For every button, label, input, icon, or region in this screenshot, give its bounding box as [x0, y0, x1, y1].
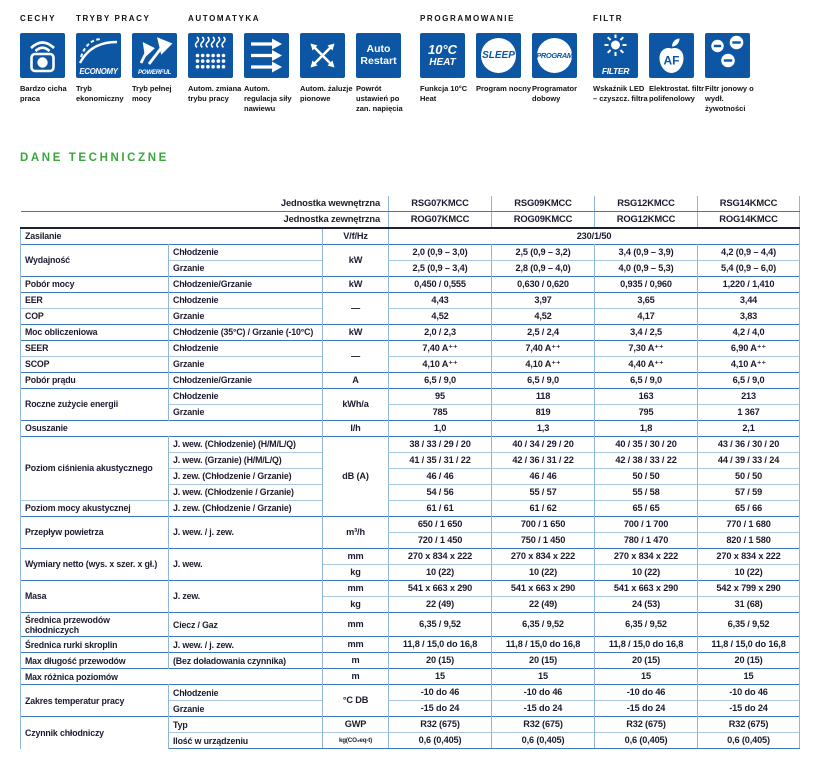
value-cell: 0,450 / 0,555: [389, 277, 492, 293]
table-header-row: [21, 196, 800, 212]
value-cell: 46 / 46: [492, 469, 595, 485]
table-row: [21, 637, 800, 653]
row-sublabel-cell: Chłodzenie: [169, 685, 323, 701]
unit-cell: mm: [323, 637, 389, 653]
value-cell: 720 / 1 450: [389, 533, 492, 549]
value-cell: 61 / 61: [389, 501, 492, 517]
row-label-cell: Moc obliczeniowa: [21, 325, 169, 341]
table-row: [21, 669, 800, 685]
feature-item: [76, 33, 124, 104]
row-label-cell: EER: [21, 293, 169, 309]
spec-table-wrap: [20, 196, 800, 749]
row-label-cell: Wydajność: [21, 245, 169, 277]
model-name: RSG12KMCC: [595, 196, 698, 212]
icon-caption: Filtr jonowy o wydł. żywotności: [705, 84, 754, 113]
feature-icon-bar: [0, 0, 818, 140]
model-name: RSG09KMCC: [492, 196, 595, 212]
auto-restart-icon: Auto Restart: [356, 33, 401, 78]
feature-item: [593, 33, 648, 113]
unit-cell: m: [323, 653, 389, 669]
unit-cell: kg: [323, 597, 389, 613]
row-label-cell: Roczne zużycie energii: [21, 389, 169, 421]
table-row: [21, 613, 800, 637]
icon-caption: Autom. regulacja siły nawiewu: [244, 84, 292, 113]
table-row: [21, 228, 800, 245]
value-cell: 4,2 (0,9 – 4,4): [698, 245, 800, 261]
icon-caption: Autom. zmiana trybu pracy: [188, 84, 242, 103]
value-cell: 213: [698, 389, 800, 405]
value-cell: 542 x 799 x 290: [698, 581, 800, 597]
value-cell: -10 do 46: [595, 685, 698, 701]
value-cell: 3,83: [698, 309, 800, 325]
value-cell: 6,5 / 9,0: [389, 373, 492, 389]
icon-caption: Program nocny: [476, 84, 532, 93]
value-cell: 0,6 (0,405): [492, 733, 595, 749]
section-title: DANE TECHNICZNE: [20, 152, 169, 164]
model-name: ROG07KMCC: [389, 212, 492, 229]
value-cell: 6,5 / 9,0: [595, 373, 698, 389]
value-cell: 11,8 / 15,0 do 16,8: [595, 637, 698, 653]
icon-caption: Tryb pełnej mocy: [132, 84, 172, 103]
table-row: [21, 581, 800, 597]
icon-category-label: PROGRAMOWANIE: [420, 14, 516, 23]
value-cell: 541 x 663 x 290: [492, 581, 595, 597]
row-label-cell: Poziom ciśnienia akustycznego: [21, 437, 169, 501]
row-label-cell: Przepływ powietrza: [21, 517, 169, 549]
value-cell: 41 / 35 / 31 / 22: [389, 453, 492, 469]
row-label-cell: Wymiary netto (wys. x szer. x gł.): [21, 549, 169, 581]
value-cell: 4,52: [492, 309, 595, 325]
table-row: [21, 293, 800, 309]
value-cell: 1,3: [492, 421, 595, 437]
model-name: ROG14KMCC: [698, 212, 800, 229]
value-cell: 118: [492, 389, 595, 405]
unit-cell: kW: [323, 325, 389, 341]
model-name: RSG14KMCC: [698, 196, 800, 212]
value-cell: 6,5 / 9,0: [698, 373, 800, 389]
unit-cell: mm: [323, 581, 389, 597]
value-cell: 4,10 A⁺⁺: [389, 357, 492, 373]
value-cell: 65 / 66: [698, 501, 800, 517]
value-cell: 4,10 A⁺⁺: [698, 357, 800, 373]
row-label-cell: Zasilanie: [21, 228, 323, 245]
value-cell: 2,8 (0,9 – 4,0): [492, 261, 595, 277]
table-row: [21, 421, 800, 437]
feature-item: [705, 33, 754, 113]
value-cell: 4,17: [595, 309, 698, 325]
value-cell: R32 (675): [698, 717, 800, 733]
row-sublabel-cell: Grzanie: [169, 405, 323, 421]
value-cell: 6,90 A⁺⁺: [698, 341, 800, 357]
icon-caption: Wskaźnik LED – czyszcz. filtra: [593, 84, 648, 103]
value-cell: 3,97: [492, 293, 595, 309]
icon-caption: Tryb ekonomiczny: [76, 84, 124, 103]
row-sublabel-cell: J. zew. (Chłodzenie / Grzanie): [169, 469, 323, 485]
ion-filter-icon: [705, 33, 750, 78]
value-cell: 15: [595, 669, 698, 685]
unit-cell: kW: [323, 245, 389, 277]
table-row: [21, 309, 800, 325]
unit-cell: —: [323, 293, 389, 325]
row-sublabel-cell: Chłodzenie/Grzanie: [169, 277, 323, 293]
unit-cell: V/f/Hz: [323, 228, 389, 245]
unit-cell: m³/h: [323, 517, 389, 549]
value-cell: 2,5 (0,9 – 3,2): [492, 245, 595, 261]
value-cell: 820 / 1 580: [698, 533, 800, 549]
value-cell: R32 (675): [595, 717, 698, 733]
unit-cell: mm: [323, 613, 389, 637]
icon-caption: Programator dobowy: [532, 84, 578, 103]
row-label-cell: Średnica przewodów chłodniczych: [21, 613, 169, 637]
table-row: [21, 717, 800, 733]
feature-item: [244, 33, 292, 113]
value-cell: 6,35 / 9,52: [492, 613, 595, 637]
value-cell: -15 do 24: [492, 701, 595, 717]
value-cell: 24 (53): [595, 597, 698, 613]
row-sublabel-cell: Ilość w urządzeniu: [169, 733, 323, 749]
row-label-cell: Poziom mocy akustycznej: [21, 501, 169, 517]
value-cell: 61 / 62: [492, 501, 595, 517]
row-sublabel-cell: Chłodzenie: [169, 341, 323, 357]
value-cell: 0,6 (0,405): [698, 733, 800, 749]
auto-louvers-icon: [300, 33, 345, 78]
value-cell: 3,65: [595, 293, 698, 309]
value-cell: 0,630 / 0,620: [492, 277, 595, 293]
model-name: ROG09KMCC: [492, 212, 595, 229]
value-cell: 4,0 (0,9 – 5,3): [595, 261, 698, 277]
value-cell: -15 do 24: [595, 701, 698, 717]
value-cell: 15: [492, 669, 595, 685]
value-cell: 95: [389, 389, 492, 405]
value-cell: 770 / 1 680: [698, 517, 800, 533]
value-cell: 270 x 834 x 222: [595, 549, 698, 565]
table-row: [21, 517, 800, 533]
icon-category-label: TRYBY PRACY: [76, 14, 151, 23]
value-cell: 2,5 (0,9 – 3,4): [389, 261, 492, 277]
row-label-cell: Pobór mocy: [21, 277, 169, 293]
value-cell: -10 do 46: [389, 685, 492, 701]
unit-cell: kWh/a: [323, 389, 389, 421]
icon-group-cechy: [20, 14, 65, 104]
unit-cell: kg(CO₂eq-t): [323, 733, 389, 749]
row-sublabel-cell: J. wew. / j. zew.: [169, 637, 323, 653]
value-cell: 46 / 46: [389, 469, 492, 485]
value-cell: 819: [492, 405, 595, 421]
value-cell: -10 do 46: [698, 685, 800, 701]
icon-group-tryby-pracy: [76, 14, 177, 104]
value-cell: 270 x 834 x 222: [492, 549, 595, 565]
value-cell: 2,0 / 2,3: [389, 325, 492, 341]
row-sublabel-cell: J. wew. (Grzanie) (H/M/L/Q): [169, 453, 323, 469]
sleep-icon: SLEEP: [476, 33, 521, 78]
value-cell: 10 (22): [698, 565, 800, 581]
feature-item: [20, 33, 65, 104]
model-name: RSG07KMCC: [389, 196, 492, 212]
row-sublabel-cell: Chłodzenie: [169, 389, 323, 405]
value-cell: 55 / 57: [492, 485, 595, 501]
value-cell: 4,40 A⁺⁺: [595, 357, 698, 373]
feature-item: [476, 33, 532, 104]
value-cell: 15: [698, 669, 800, 685]
table-row: [21, 325, 800, 341]
icon-caption: Powrót ustawień po zan. napięcia: [356, 84, 403, 113]
unit-cell: mm: [323, 549, 389, 565]
quiet-icon: [20, 33, 65, 78]
table-header-label: Jednostka wewnętrzna: [21, 196, 389, 212]
value-cell: -10 do 46: [492, 685, 595, 701]
value-cell: 650 / 1 650: [389, 517, 492, 533]
table-row: [21, 501, 800, 517]
value-cell: 750 / 1 450: [492, 533, 595, 549]
model-name: ROG12KMCC: [595, 212, 698, 229]
feature-item: [649, 33, 705, 113]
table-header-label: Jednostka zewnętrzna: [21, 212, 389, 229]
value-cell: 700 / 1 700: [595, 517, 698, 533]
value-cell: 11,8 / 15,0 do 16,8: [698, 637, 800, 653]
value-cell: 0,6 (0,405): [595, 733, 698, 749]
row-label-cell: SCOP: [21, 357, 169, 373]
row-sublabel-cell: Chłodzenie/Grzanie: [169, 373, 323, 389]
value-cell: 55 / 58: [595, 485, 698, 501]
value-cell: 3,4 / 2,5: [595, 325, 698, 341]
feature-item: [132, 33, 177, 104]
value-cell: 7,40 A⁺⁺: [492, 341, 595, 357]
value-cell: 4,43: [389, 293, 492, 309]
icon-group-automatyka: [188, 14, 401, 113]
icon-caption: Autom. żaluzje pionowe: [300, 84, 353, 103]
row-sublabel-cell: Chłodzenie (35°C) / Grzanie (-10°C): [169, 325, 323, 341]
value-cell: 1,220 / 1,410: [698, 277, 800, 293]
value-cell: 42 / 38 / 33 / 22: [595, 453, 698, 469]
unit-cell: kg: [323, 565, 389, 581]
row-label-cell: COP: [21, 309, 169, 325]
table-row: [21, 277, 800, 293]
value-cell: 270 x 834 x 222: [698, 549, 800, 565]
value-cell: 5,4 (0,9 – 6,0): [698, 261, 800, 277]
value-cell: 541 x 663 x 290: [389, 581, 492, 597]
value-cell: R32 (675): [492, 717, 595, 733]
unit-cell: °C DB: [323, 685, 389, 717]
icon-category-label: CECHY: [20, 14, 57, 23]
row-label-cell: Masa: [21, 581, 169, 613]
af-filter-icon: [649, 33, 694, 78]
value-cell: 1,0: [389, 421, 492, 437]
icon-caption: Funkcja 10°C Heat: [420, 84, 468, 103]
value-cell: 2,5 / 2,4: [492, 325, 595, 341]
value-cell: 50 / 50: [698, 469, 800, 485]
value-cell: -15 do 24: [698, 701, 800, 717]
value-cell: 7,30 A⁺⁺: [595, 341, 698, 357]
value-cell: 38 / 33 / 29 / 20: [389, 437, 492, 453]
row-sublabel-cell: J. wew. (Chłodzenie / Grzanie): [169, 485, 323, 501]
value-cell: 57 / 59: [698, 485, 800, 501]
value-cell: 700 / 1 650: [492, 517, 595, 533]
value-cell: 42 / 36 / 31 / 22: [492, 453, 595, 469]
icon-group-programowanie: [420, 14, 577, 104]
row-sublabel-cell: J. zew.: [169, 581, 323, 613]
unit-cell: A: [323, 373, 389, 389]
row-sublabel-cell: J. wew. / j. zew.: [169, 517, 323, 549]
svg-text:AF: AF: [663, 53, 680, 68]
row-sublabel-cell: J. wew. (Chłodzenie) (H/M/L/Q): [169, 437, 323, 453]
led-filter-icon: FILTER: [593, 33, 638, 78]
table-row: [21, 685, 800, 701]
value-cell: 0,935 / 0,960: [595, 277, 698, 293]
value-cell: 2,1: [698, 421, 800, 437]
value-cell: 20 (15): [698, 653, 800, 669]
value-cell: 20 (15): [389, 653, 492, 669]
value-cell: 65 / 65: [595, 501, 698, 517]
value-cell: 10 (22): [595, 565, 698, 581]
feature-item: [300, 33, 353, 113]
table-row: [21, 341, 800, 357]
value-cell: 3,4 (0,9 – 3,9): [595, 245, 698, 261]
value-cell: 10 (22): [389, 565, 492, 581]
unit-cell: m: [323, 669, 389, 685]
table-row: [21, 357, 800, 373]
table-row: [21, 653, 800, 669]
row-sublabel-cell: Grzanie: [169, 309, 323, 325]
value-cell: 4,2 / 4,0: [698, 325, 800, 341]
value-cell: 44 / 39 / 33 / 24: [698, 453, 800, 469]
icon-caption: Bardzo cicha praca: [20, 84, 67, 103]
value-cell: -15 do 24: [389, 701, 492, 717]
feature-item: [420, 33, 468, 104]
row-label-cell: Pobór prądu: [21, 373, 169, 389]
value-cell: 11,8 / 15,0 do 16,8: [492, 637, 595, 653]
value-cell: 2,0 (0,9 – 3,0): [389, 245, 492, 261]
value-cell: 795: [595, 405, 698, 421]
row-label-cell: SEER: [21, 341, 169, 357]
row-sublabel-cell: Typ: [169, 717, 323, 733]
table-row: [21, 437, 800, 453]
row-sublabel-cell: Grzanie: [169, 701, 323, 717]
row-sublabel-cell: Chłodzenie: [169, 293, 323, 309]
feature-item: [532, 33, 577, 104]
row-sublabel-cell: Ciecz / Gaz: [169, 613, 323, 637]
value-cell: 54 / 56: [389, 485, 492, 501]
unit-cell: GWP: [323, 717, 389, 733]
unit-cell: l/h: [323, 421, 389, 437]
unit-cell: —: [323, 341, 389, 373]
auto-mode-change-icon: [188, 33, 233, 78]
row-label-cell: Średnica rurki skroplin: [21, 637, 169, 653]
row-label-cell: Max długość przewodów: [21, 653, 169, 669]
value-cell: 20 (15): [492, 653, 595, 669]
value-cell: 40 / 35 / 30 / 20: [595, 437, 698, 453]
value-cell: 6,35 / 9,52: [595, 613, 698, 637]
value-cell: 1,8: [595, 421, 698, 437]
value-cell: 31 (68): [698, 597, 800, 613]
economy-icon: ECONOMY: [76, 33, 121, 78]
value-cell: 7,40 A⁺⁺: [389, 341, 492, 357]
value-cell: 50 / 50: [595, 469, 698, 485]
value-cell: 780 / 1 470: [595, 533, 698, 549]
row-sublabel-cell: J. wew.: [169, 549, 323, 581]
value-cell: 6,35 / 9,52: [698, 613, 800, 637]
icon-caption: Elektrostat. filtr polifenolowy: [649, 84, 705, 103]
feature-item: [188, 33, 242, 113]
value-cell: 11,8 / 15,0 do 16,8: [389, 637, 492, 653]
heat-10c-icon: 10°C HEAT: [420, 33, 465, 78]
auto-fan-icon: [244, 33, 289, 78]
value-cell: 0,6 (0,405): [389, 733, 492, 749]
table-row: [21, 549, 800, 565]
value-cell: 10 (22): [492, 565, 595, 581]
value-cell: 43 / 36 / 30 / 20: [698, 437, 800, 453]
value-cell: 541 x 663 x 290: [595, 581, 698, 597]
icon-category-label: FILTR: [593, 14, 624, 23]
value-cell: 3,44: [698, 293, 800, 309]
row-sublabel-cell: Grzanie: [169, 357, 323, 373]
icon-group-filtr: [593, 14, 754, 113]
table-row: [21, 373, 800, 389]
value-cell: 270 x 834 x 222: [389, 549, 492, 565]
program-icon: PROGRAM: [532, 33, 577, 78]
value-cell: 230/1/50: [389, 228, 800, 245]
row-label-cell: Max różnica poziomów: [21, 669, 323, 685]
row-sublabel-cell: J. zew. (Chłodzenie / Grzanie): [169, 501, 323, 517]
row-label-cell: Czynnik chłodniczy: [21, 717, 169, 749]
value-cell: R32 (675): [389, 717, 492, 733]
value-cell: 163: [595, 389, 698, 405]
value-cell: 4,10 A⁺⁺: [492, 357, 595, 373]
spec-table: [20, 196, 800, 749]
value-cell: 6,35 / 9,52: [389, 613, 492, 637]
row-sublabel-cell: (Bez doładowania czynnika): [169, 653, 323, 669]
value-cell: 22 (49): [389, 597, 492, 613]
row-label-cell: Zakres temperatur pracy: [21, 685, 169, 717]
table-header-row: [21, 212, 800, 229]
feature-item: [356, 33, 401, 113]
table-row: [21, 389, 800, 405]
row-label-cell: Osuszanie: [21, 421, 323, 437]
value-cell: 785: [389, 405, 492, 421]
row-sublabel-cell: Grzanie: [169, 261, 323, 277]
icon-category-label: AUTOMATYKA: [188, 14, 261, 23]
value-cell: 22 (49): [492, 597, 595, 613]
value-cell: 6,5 / 9,0: [492, 373, 595, 389]
value-cell: 15: [389, 669, 492, 685]
spec-table-body: [21, 196, 800, 749]
unit-cell: dB (A): [323, 437, 389, 517]
value-cell: 40 / 34 / 29 / 20: [492, 437, 595, 453]
powerful-icon: POWERFUL: [132, 33, 177, 78]
table-row: [21, 245, 800, 261]
row-sublabel-cell: Chłodzenie: [169, 245, 323, 261]
value-cell: 4,52: [389, 309, 492, 325]
value-cell: 20 (15): [595, 653, 698, 669]
value-cell: 1 367: [698, 405, 800, 421]
unit-cell: kW: [323, 277, 389, 293]
